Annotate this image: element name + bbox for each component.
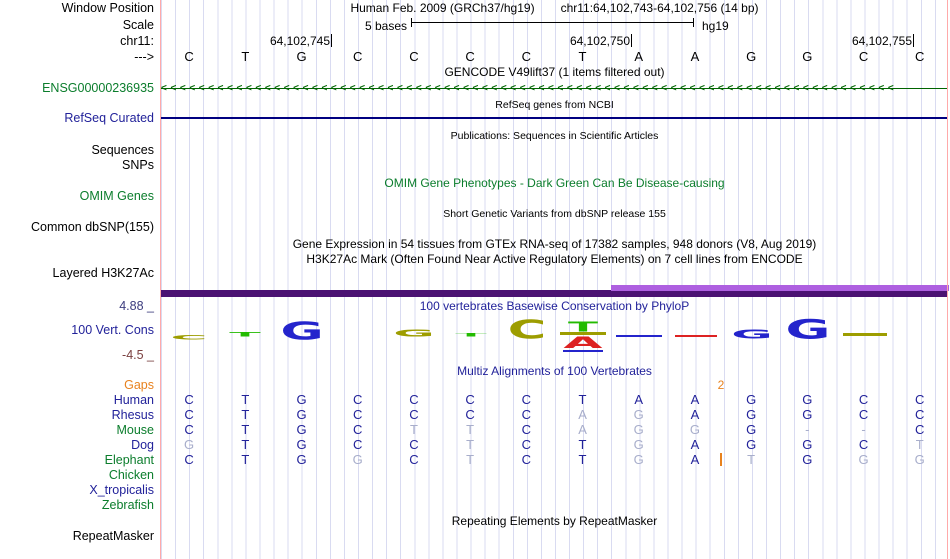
alignment-base: G xyxy=(296,407,307,422)
alignment-base: C xyxy=(353,437,363,452)
svg-text:T: T xyxy=(568,321,599,332)
alignment-base: T xyxy=(578,437,587,452)
species-label-rhesus[interactable]: Rhesus xyxy=(111,408,154,422)
sequence-base: A xyxy=(634,49,644,64)
coordinate-text: 64,102,745 xyxy=(269,34,330,48)
alignment-base: C xyxy=(465,407,475,422)
alignment-base: T xyxy=(241,437,250,452)
alignment-row-human xyxy=(161,393,948,407)
svg-text:G: G xyxy=(785,318,831,340)
alignment-base: C xyxy=(858,392,869,407)
species-label-mouse[interactable]: Mouse xyxy=(116,423,154,437)
alignment-base: C xyxy=(915,407,925,422)
alignment-base: G xyxy=(296,452,307,467)
alignment-base: G xyxy=(746,437,757,452)
repeatmasker-track-title: Repeating Elements by RepeatMasker xyxy=(451,514,658,528)
alignment-base: G xyxy=(296,437,307,452)
alignment-base: G xyxy=(689,422,700,437)
alignment-row-dog xyxy=(161,438,948,452)
track-label-omim-genes[interactable]: OMIM Genes xyxy=(79,189,154,203)
svg-text:T: T xyxy=(229,332,262,337)
alignment-row-elephant xyxy=(161,453,948,467)
logo-bar xyxy=(616,335,662,337)
alignment-base: G xyxy=(352,452,363,467)
alignment-base: C xyxy=(353,422,363,437)
alignment-base: A xyxy=(634,392,644,407)
coordinate-text: 64,102,755 xyxy=(851,34,912,48)
track-label-layered-h3k27ac[interactable]: Layered H3K27Ac xyxy=(52,266,154,280)
alignment-base: G xyxy=(914,452,925,467)
track-label-common-dbsnp[interactable]: Common dbSNP(155) xyxy=(31,220,154,234)
sequence-base: T xyxy=(241,49,250,64)
multiz-gaps-label: Gaps xyxy=(124,378,154,392)
scale-label: Scale xyxy=(122,18,154,32)
scale-bar xyxy=(411,18,694,27)
alignment-base: T xyxy=(747,452,756,467)
logo-letter-G xyxy=(391,329,437,337)
track-label-gencode-gene[interactable]: ENSG00000236935 xyxy=(42,81,154,95)
sequence-base: C xyxy=(858,49,869,64)
logo-letter-T xyxy=(224,332,266,337)
alignment-base: C xyxy=(521,437,532,452)
dbsnp-track-title: Short Genetic Variants from dbSNP release 155 xyxy=(443,208,666,220)
alignment-base: C xyxy=(915,392,925,407)
strand-direction-label: ---> xyxy=(134,50,154,64)
window-position-label: Window Position xyxy=(61,1,154,15)
logo-bar xyxy=(843,333,887,336)
svg-text:A: A xyxy=(563,336,603,349)
alignment-base: G xyxy=(296,392,307,407)
phylop-scale-max: 4.88 _ xyxy=(119,299,154,313)
logo-bar xyxy=(560,332,606,335)
chromosome-label: chr11: xyxy=(120,34,154,48)
svg-text:C: C xyxy=(507,319,547,340)
logo-bar xyxy=(563,350,603,352)
multiz-track-title: Multiz Alignments of 100 Vertebrates xyxy=(457,364,652,378)
alignment-base: C xyxy=(915,422,925,437)
logo-letter-T xyxy=(563,321,603,332)
svg-text:G: G xyxy=(280,321,324,341)
logo-letter-T xyxy=(450,333,492,337)
alignment-base: T xyxy=(578,392,587,407)
logo-letter-G xyxy=(729,329,775,339)
refseq-curated-gene-line[interactable] xyxy=(161,117,948,119)
browser-position-header xyxy=(161,1,948,15)
svg-text:C: C xyxy=(170,335,208,340)
sequence-base: C xyxy=(915,49,925,64)
alignment-base: T xyxy=(409,422,418,437)
alignment-base: G xyxy=(633,437,644,452)
refseq-track-title: RefSeq genes from NCBI xyxy=(495,99,614,111)
species-label-chicken[interactable]: Chicken xyxy=(108,468,154,482)
alignment-base: A xyxy=(578,422,587,437)
alignment-base: T xyxy=(578,452,587,467)
alignment-base: C xyxy=(409,437,419,452)
alignment-base: A xyxy=(690,452,700,467)
alignment-base: G xyxy=(296,422,307,437)
alignment-base: C xyxy=(409,452,419,467)
logo-letter-C xyxy=(166,335,212,340)
alignment-base: A xyxy=(578,407,587,422)
alignment-base: G xyxy=(633,452,644,467)
sequence-base: C xyxy=(409,49,419,64)
sequence-base: T xyxy=(578,49,587,64)
species-label-zebrafish[interactable]: Zebrafish xyxy=(101,498,154,512)
species-label-x_tropicalis[interactable]: X_tropicalis xyxy=(89,483,154,497)
svg-text:T: T xyxy=(454,333,487,337)
track-label-refseq-curated[interactable]: RefSeq Curated xyxy=(64,111,154,125)
alignment-base: - xyxy=(861,422,866,437)
h3k27ac-track-title: H3K27Ac Mark (Often Found Near Active Regulatory Elements) on 7 cell lines from ENCODE xyxy=(306,252,803,266)
position-range-title: chr11:64,102,743-64,102,756 (14 bp) xyxy=(560,1,759,15)
alignment-base: A xyxy=(690,407,700,422)
track-label-100-vert-cons[interactable]: 100 Vert. Cons xyxy=(71,323,154,337)
omim-track-title: OMIM Gene Phenotypes - Dark Green Can Be Disease-causing xyxy=(384,176,725,190)
alignment-base: G xyxy=(184,437,195,452)
alignment-base: G xyxy=(802,452,813,467)
alignment-base: G xyxy=(858,452,869,467)
alignment-row-mouse xyxy=(161,423,948,437)
h3k27ac-signal-bar-dark[interactable] xyxy=(161,290,948,297)
assembly-title: Human Feb. 2009 (GRCh37/hg19) xyxy=(350,1,535,15)
svg-text:G: G xyxy=(393,329,436,337)
alignment-base: C xyxy=(409,392,419,407)
gencode-track-title: GENCODE V49lift37 (1 items filtered out) xyxy=(444,65,665,79)
logo-letter-C xyxy=(503,319,551,340)
species-label-dog[interactable]: Dog xyxy=(131,438,154,452)
alignment-base: G xyxy=(802,407,813,422)
logo-bar xyxy=(675,335,717,337)
logo-letter-G xyxy=(783,318,833,340)
alignment-base: C xyxy=(521,452,532,467)
alignment-base: T xyxy=(241,407,250,422)
alignment-base: C xyxy=(465,392,475,407)
alignment-base: G xyxy=(746,407,757,422)
multiz-gap-count: 2 xyxy=(717,378,725,392)
phylop-scale-min: -4.5 _ xyxy=(122,348,154,362)
coordinate-label xyxy=(161,34,914,48)
logo-letter-A xyxy=(560,336,606,349)
track-label-column xyxy=(0,0,156,559)
sequence-base: A xyxy=(690,49,700,64)
sequence-base: G xyxy=(746,49,757,64)
sequence-base: C xyxy=(465,49,475,64)
gtex-track-title: Gene Expression in 54 tissues from GTEx RNA-seq of 17382 samples, 948 donors (V8, Aug 2019) xyxy=(292,237,817,251)
alignment-base: T xyxy=(466,452,475,467)
gencode-gene-arrow-line[interactable]: <<<<<<<<<<<<<<<<<<<<<<<<<<<<<<<<<<<<<<<<<<<<<<<<<<<<<<<<<<<<<<<<<<<<<<<<<<<<<< xyxy=(161,84,948,94)
alignment-base: T xyxy=(915,437,924,452)
phylop-track-title: 100 vertebrates Basewise Conservation by PhyloP xyxy=(419,299,690,313)
alignment-base: T xyxy=(241,422,250,437)
alignment-base: C xyxy=(353,407,363,422)
alignment-base: T xyxy=(241,452,250,467)
alignment-base: G xyxy=(746,422,757,437)
reference-sequence-row xyxy=(161,50,948,64)
alignment-base: C xyxy=(521,422,532,437)
alignment-base: C xyxy=(184,422,194,437)
scale-bar-label: 5 bases xyxy=(364,19,407,33)
species-label-human[interactable]: Human xyxy=(113,393,154,407)
coordinate-text: 64,102,750 xyxy=(569,34,630,48)
alignment-base: C xyxy=(184,392,194,407)
alignment-base: G xyxy=(746,392,757,407)
publications-track-title: Publications: Sequences in Scientific Articles xyxy=(450,130,659,142)
coordinate-tick xyxy=(913,34,914,47)
alignment-base: C xyxy=(184,452,194,467)
svg-text:G: G xyxy=(731,329,773,339)
alignment-base: - xyxy=(805,422,810,437)
sequence-base: C xyxy=(353,49,363,64)
alignment-base: T xyxy=(466,437,475,452)
alignment-base: C xyxy=(858,437,869,452)
alignment-base: C xyxy=(409,407,419,422)
alignment-row-rhesus xyxy=(161,408,948,422)
track-label-repeatmasker[interactable]: RepeatMasker xyxy=(72,529,154,543)
logo-letter-G xyxy=(278,321,326,341)
alignment-base: G xyxy=(633,407,644,422)
assembly-tag: hg19 xyxy=(702,19,729,33)
alignment-base: G xyxy=(802,392,813,407)
sequence-base: G xyxy=(802,49,813,64)
track-label-snps[interactable]: SNPs xyxy=(122,158,154,172)
alignment-base: A xyxy=(690,437,700,452)
alignment-base: C xyxy=(184,407,194,422)
alignment-base: T xyxy=(241,392,250,407)
h3k27ac-signal-bar-light[interactable] xyxy=(611,285,949,291)
species-label-elephant[interactable]: Elephant xyxy=(104,453,154,467)
alignment-base: T xyxy=(466,422,475,437)
right-guide-line xyxy=(947,0,948,559)
alignment-base: A xyxy=(690,392,700,407)
alignment-base: G xyxy=(802,437,813,452)
alignment-base: G xyxy=(633,422,644,437)
alignment-base: C xyxy=(521,392,532,407)
track-label-sequences[interactable]: Sequences xyxy=(91,143,154,157)
sequence-base: C xyxy=(184,49,194,64)
sequence-base: C xyxy=(521,49,532,64)
alignment-base: C xyxy=(353,392,363,407)
alignment-base: C xyxy=(521,407,532,422)
alignment-base: C xyxy=(858,407,869,422)
sequence-base: G xyxy=(296,49,307,64)
browser-track-area[interactable] xyxy=(160,0,948,559)
